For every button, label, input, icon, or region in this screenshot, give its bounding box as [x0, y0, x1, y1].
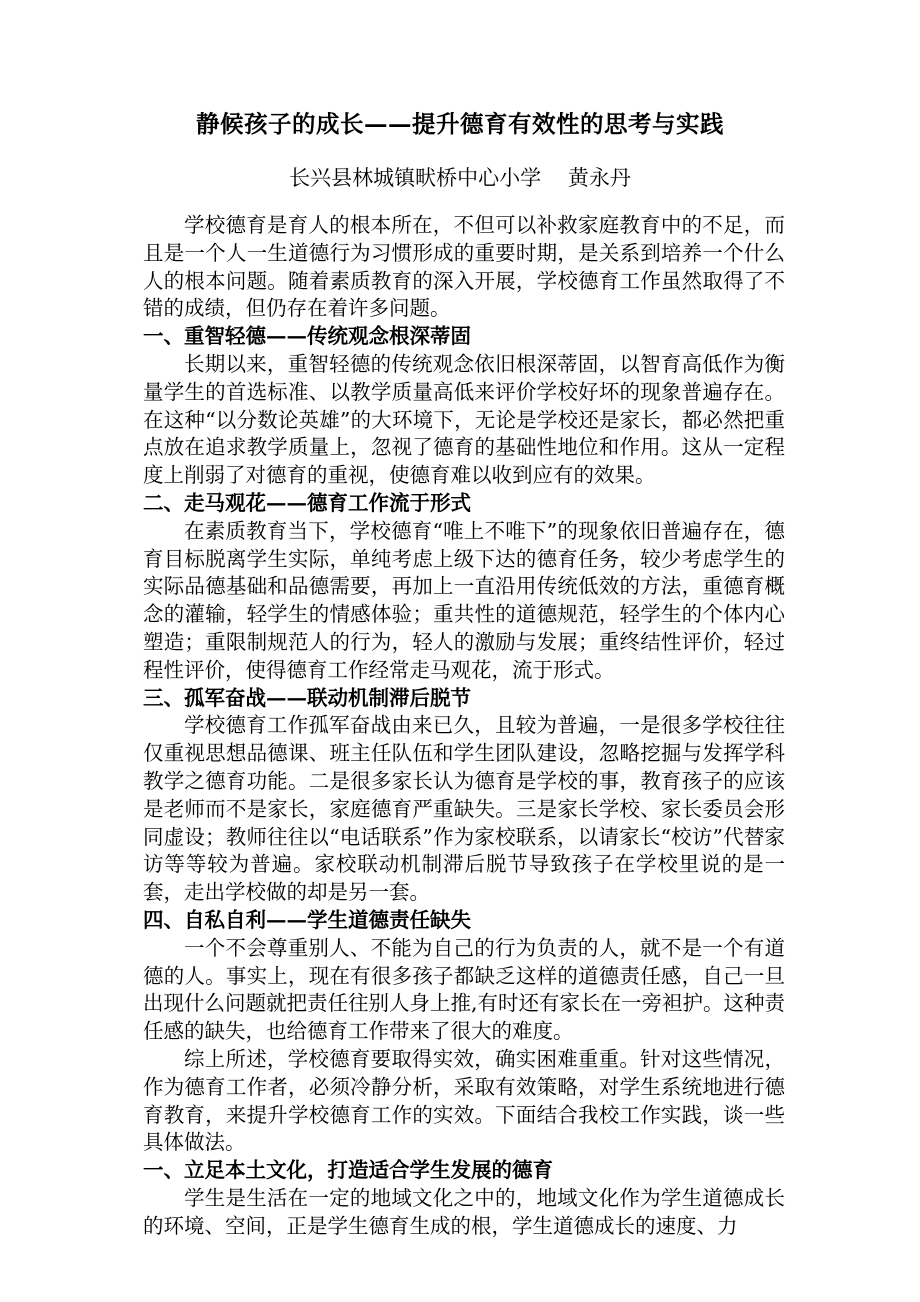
- strategy-heading-1: 一、立足本土文化，打造适合学生发展的德育: [143, 1158, 553, 1183]
- section-paragraph-2: 在素质教育当下，学校德育“唯上不唯下”的现象依旧普遍存在，德育目标脱离学生实际，单纯考虑上级下达的德育任务，较少考虑学生的实际品德基础和品德需要，再加上一直沿用传统低效的方法，重德育概念的灌输，轻学生的情感体验；重共性的道德规范，轻学生的个体内心塑造；重限制规范人的行为，轻人的激励与发展；重终结性评价，轻过程性评价，使得德育工作经常走马观花，流于形式。: [143, 518, 785, 682]
- document-title: 静候孩子的成长——提升德育有效性的思考与实践: [196, 110, 724, 138]
- section-heading-4: 四、自私自利——学生道德责任缺失: [143, 907, 471, 932]
- document-body: [143, 212, 785, 1240]
- section-paragraph-3: 学校德育工作孤军奋战由来已久，且较为普遍，一是很多学校往往仅重视思想品德课、班主任队伍和学生团队建设，忽略挖掘与发挥学科教学之德育功能。二是很多家长认为德育是学校的事，教育孩子的应该是老师而不是家长，家庭德育严重缺失。三是家长学校、家长委员会形同虚设；教师往往以“电话联系”作为家校联系，以请家长“校访”代替家访等等较为普遍。家校联动机制滞后脱节导致孩子在学校里说的是一套，走出学校做的却是另一套。: [143, 713, 785, 905]
- section-heading-1: 一、重智轻德——传统观念根深蒂固: [143, 324, 471, 349]
- section-paragraph-1: 长期以来，重智轻德的传统观念依旧根深蒂固，以智育高低作为衡量学生的首选标准、以教学质量高低来评价学校好坏的现象普遍存在。在这种“以分数论英雄”的大环境下，无论是学校还是家长，都必然把重点放在追求教学质量上，忽视了德育的基础性地位和作用。这从一定程度上削弱了对德育的重视，使德育难以收到应有的效果。: [143, 351, 785, 488]
- section-heading-2: 二、走马观花——德育工作流于形式: [143, 490, 471, 515]
- strategy-paragraph-1: 学生是生活在一定的地域文化之中的，地域文化作为学生道德成长的环境、空间，正是学生德育生成的根，学生道德成长的速度、力: [143, 1185, 785, 1238]
- author-byline: 长兴县林城镇畎桥中心小学 黄永丹: [289, 166, 631, 190]
- section-paragraph-4: 一个不会尊重别人、不能为自己的行为负责的人，就不是一个有道德的人。事实上，现在有很多孩子都缺乏这样的道德责任感，自己一旦出现什么问题就把责任往别人身上推,有时还有家长在一旁袒护。这种责任感的缺失，也给德育工作带来了很大的难度。: [143, 935, 786, 1044]
- section-heading-3: 三、孤军奋战——联动机制滞后脱节: [143, 685, 471, 710]
- summary-paragraph: 综上所述，学校德育要取得实效，确实困难重重。针对这些情况，作为德育工作者，必须冷静分析，采取有效策略，对学生系统地进行德育教育，来提升学校德育工作的实效。下面结合我校工作实践，谈一些具体做法。: [143, 1046, 785, 1155]
- intro-paragraph: 学校德育是育人的根本所在，不但可以补救家庭教育中的不足，而且是一个人一生道德行为习惯形成的重要时期，是关系到培养一个什么人的根本问题。随着素质教育的深入开展，学校德育工作虽然取得了不错的成绩，但仍存在着许多问题。: [143, 213, 785, 321]
